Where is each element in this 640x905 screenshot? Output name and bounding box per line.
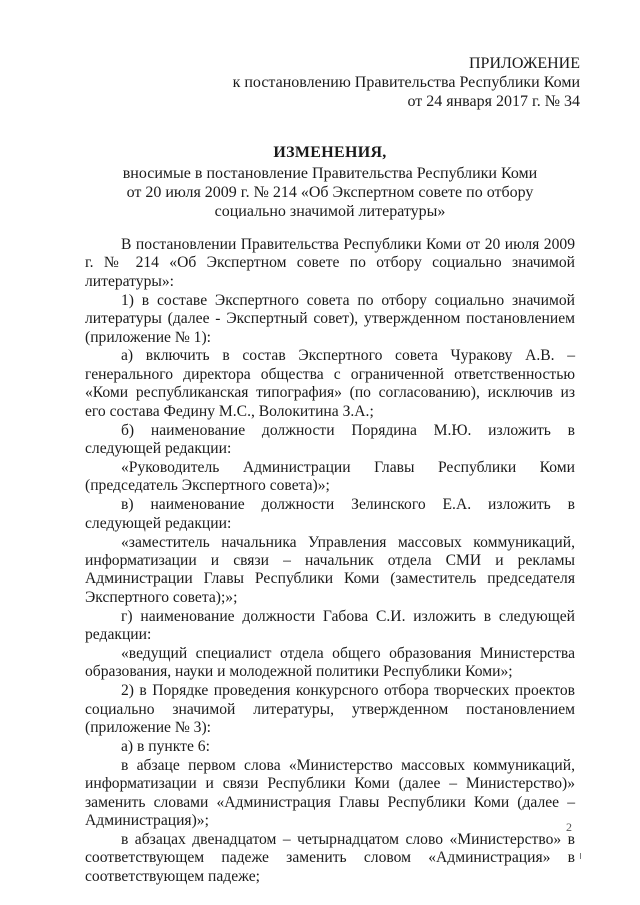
scan-mark [580, 853, 581, 859]
paragraph: «ведущий специалист отдела общего образования Министерства образования, науки и молодежной политики Республики Коми»; [85, 644, 575, 681]
paragraph: 2) в Порядке проведения конкурсного отбора творческих проектов социально значимой литературы, утвержденном постановлением (приложение № 3): [85, 682, 575, 737]
appendix-label: ПРИЛОЖЕНИЕ [468, 55, 580, 72]
paragraph: б) наименование должности Порядина М.Ю. изложить в следующей редакции: [85, 421, 575, 457]
paragraph: а) включить в состав Экспертного совета Чуракову А.В. – генерального директора общества с ограниченной ответственностью «Коми республиканская типография» (по согласованию), исключив из его состава Федину М.С., Волокитина З.А.; [85, 347, 575, 420]
paragraph: а) в пункте 6: [121, 737, 210, 755]
appendix-date: от 24 января 2017 г. № 34 [407, 93, 580, 110]
paragraph: «Руководитель Администрации Главы Республики Коми (председатель Экспертного совета)»; [85, 458, 575, 495]
paragraph: 1) в составе Экспертного совета по отбору социально значимой литературы (далее - Экспертный совет), утвержденном постановлением (приложение № 1): [85, 291, 575, 346]
paragraph: «заместитель начальника Управления массовых коммуникаций, информатизации и связи – начальник отдела СМИ и рекламы Администрации Главы Республики Коми (заместитель председателя Экспертного совета);»; [85, 533, 575, 606]
paragraph: в абзаце первом слова «Министерство массовых коммуникаций, информатизации и связи Республики Коми (далее – Министерство)» заменить словами «Администрация Главы Республики Коми (далее – Администрация)»; [85, 756, 575, 830]
paragraph: в абзацах двенадцатом – четырнадцатом слово «Министерство» в соответствующем падеже заменить словом «Администрация» в соответствующем падеже; [85, 831, 575, 885]
paragraph: В постановлении Правительства Республики Коми от 20 июля 2009 г. № 214 «Об Экспертном совете по отбору социально значимой литературы»: [85, 236, 575, 290]
appendix-header [233, 54, 580, 111]
paragraph: в) наименование должности Зелинского Е.А. изложить в следующей редакции: [85, 496, 575, 532]
document-title: ИЗМЕНЕНИЯ, [273, 144, 387, 161]
paragraph: г) наименование должности Габова С.И. изложить в следующей редакции: [85, 607, 575, 644]
document-body [85, 236, 575, 887]
appendix-reference: к постановлению Правительства Республики Коми [232, 74, 580, 91]
page-number: 2 [566, 820, 572, 834]
document-subtitle-line-3: социально значимой литературы» [214, 203, 446, 220]
document-subtitle-line-1: вносимые в постановление Правительства Республики Коми [122, 165, 538, 182]
document-subtitle-line-2: от 20 июля 2009 г. № 214 «Об Экспертном совете по отбору [126, 184, 534, 201]
document-title-block [80, 143, 580, 221]
